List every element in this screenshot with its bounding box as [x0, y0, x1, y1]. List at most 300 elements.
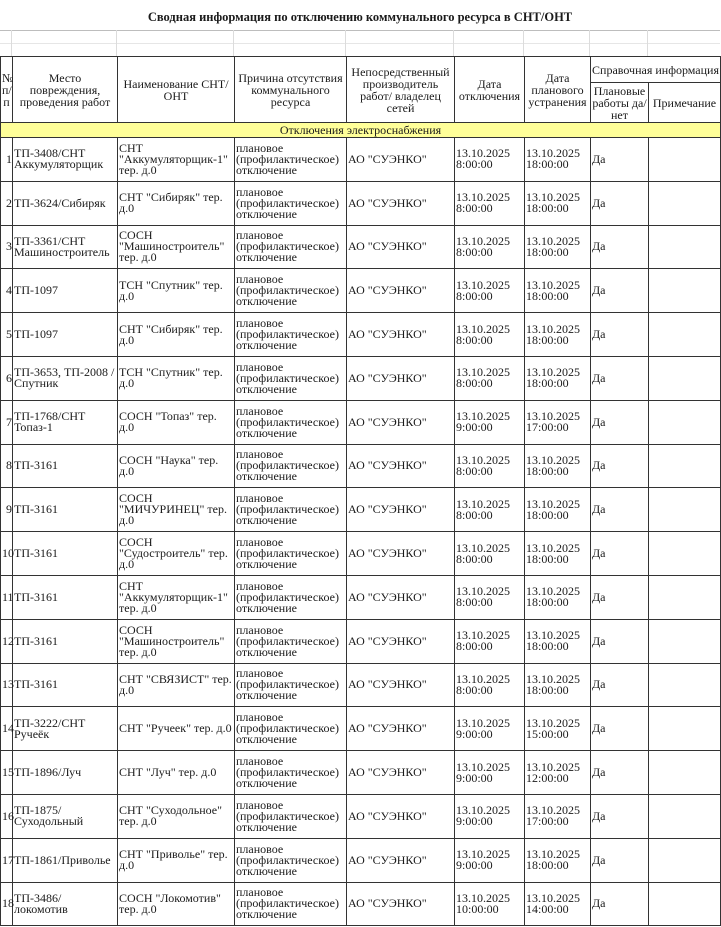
- row-num: [1, 181, 13, 225]
- row-planned: [591, 356, 649, 400]
- row-planned-text: Да: [592, 239, 606, 254]
- row-producer-text: АО "СУЭНКО": [348, 765, 427, 780]
- row-restore-date-date: 13.10.2025: [526, 671, 580, 686]
- row-snt-text: СНТ "Луч" тер. д.0: [119, 765, 217, 780]
- row-snt: [118, 751, 235, 795]
- row-planned: [591, 488, 649, 532]
- row-restore-date-time: 18:00:00: [526, 507, 569, 522]
- table-row: [1, 400, 721, 444]
- empty-spacer-rows: [0, 30, 720, 56]
- row-restore-date-time: 18:00:00: [526, 639, 569, 654]
- row-reason: [235, 269, 347, 313]
- row-place: [13, 532, 118, 576]
- row-note: [649, 444, 721, 488]
- row-snt: [118, 619, 235, 663]
- row-off-date-date: 13.10.2025: [456, 365, 510, 380]
- row-off-date-time: 8:00:00: [456, 376, 493, 391]
- row-producer-text: АО "СУЭНКО": [348, 896, 427, 911]
- row-producer-text: АО "СУЭНКО": [348, 283, 427, 298]
- row-planned-text: Да: [592, 370, 606, 385]
- row-producer-text: АО "СУЭНКО": [348, 370, 427, 385]
- row-restore-date: [525, 663, 591, 707]
- row-snt: [118, 444, 235, 488]
- row-snt: [118, 707, 235, 751]
- row-planned: [591, 181, 649, 225]
- row-reason-text: плановое (профилактическое) отключение: [236, 885, 339, 922]
- row-note: [649, 619, 721, 663]
- table-row: [1, 751, 721, 795]
- row-place-text: ТП-3161: [14, 546, 58, 561]
- row-num-text: 8: [6, 458, 12, 473]
- row-off-date-time: 9:00:00: [456, 858, 493, 873]
- table-row: [1, 356, 721, 400]
- row-off-date-time: 8:00:00: [456, 463, 493, 478]
- row-restore-date: [525, 269, 591, 313]
- row-reason: [235, 138, 347, 182]
- row-snt: [118, 532, 235, 576]
- row-restore-date-time: 18:00:00: [526, 288, 569, 303]
- row-num-text: 6: [6, 370, 12, 385]
- row-reason: [235, 400, 347, 444]
- header-place: Место повреждения, проведения работ: [13, 57, 118, 123]
- row-place-text: ТП-1896/Луч: [14, 765, 82, 780]
- row-note: [649, 225, 721, 269]
- row-num: [1, 356, 13, 400]
- row-restore-date-time: 18:00:00: [526, 157, 569, 172]
- row-place: [13, 488, 118, 532]
- row-producer: [347, 181, 455, 225]
- row-producer-text: АО "СУЭНКО": [348, 589, 427, 604]
- row-snt-text: СОСН "МИЧУРИНЕЦ" тер. д.0: [119, 491, 227, 528]
- table-row: [1, 663, 721, 707]
- row-restore-date-date: 13.10.2025: [526, 715, 580, 730]
- row-place: [13, 400, 118, 444]
- row-off-date-time: 8:00:00: [456, 595, 493, 610]
- row-planned: [591, 619, 649, 663]
- row-num: [1, 488, 13, 532]
- row-planned: [591, 575, 649, 619]
- table-row: [1, 269, 721, 313]
- row-planned: [591, 400, 649, 444]
- row-num: [1, 575, 13, 619]
- row-reason: [235, 356, 347, 400]
- row-note: [649, 575, 721, 619]
- table-row: [1, 838, 721, 882]
- row-producer-text: АО "СУЭНКО": [348, 458, 427, 473]
- row-num: [1, 532, 13, 576]
- row-reason-text: плановое (профилактическое) отключение: [236, 535, 339, 572]
- row-producer: [347, 619, 455, 663]
- row-place: [13, 575, 118, 619]
- row-off-date-time: 9:00:00: [456, 420, 493, 435]
- row-num: [1, 138, 13, 182]
- row-off-date: [455, 269, 525, 313]
- row-planned-text: Да: [592, 677, 606, 692]
- row-planned: [591, 882, 649, 926]
- row-off-date: [455, 444, 525, 488]
- row-restore-date-time: 18:00:00: [526, 201, 569, 216]
- row-reason: [235, 794, 347, 838]
- row-producer-text: АО "СУЭНКО": [348, 677, 427, 692]
- row-producer: [347, 444, 455, 488]
- row-producer: [347, 356, 455, 400]
- row-num-text: 7: [6, 414, 12, 429]
- row-snt-text: СНТ "Аккумуляторщик-1" тер. д.0: [119, 578, 228, 615]
- row-off-date: [455, 619, 525, 663]
- row-reason: [235, 313, 347, 357]
- row-snt: [118, 794, 235, 838]
- row-producer: [347, 882, 455, 926]
- row-off-date: [455, 532, 525, 576]
- row-reason-text: плановое (профилактическое) отключение: [236, 403, 339, 440]
- row-off-date-date: 13.10.2025: [456, 540, 510, 555]
- table-row: [1, 707, 721, 751]
- row-off-date: [455, 225, 525, 269]
- row-planned-text: Да: [592, 633, 606, 648]
- row-planned-text: Да: [592, 896, 606, 911]
- row-place: [13, 838, 118, 882]
- row-reason: [235, 707, 347, 751]
- row-producer-text: АО "СУЭНКО": [348, 852, 427, 867]
- row-snt: [118, 400, 235, 444]
- row-snt: [118, 356, 235, 400]
- row-planned: [591, 663, 649, 707]
- row-snt: [118, 663, 235, 707]
- row-restore-date-date: 13.10.2025: [526, 496, 580, 511]
- row-reason: [235, 575, 347, 619]
- row-restore-date: [525, 532, 591, 576]
- row-off-date-date: 13.10.2025: [456, 452, 510, 467]
- row-reason-text: плановое (профилактическое) отключение: [236, 622, 339, 659]
- row-planned-text: Да: [592, 765, 606, 780]
- row-off-date-date: 13.10.2025: [456, 715, 510, 730]
- row-restore-date-time: 18:00:00: [526, 463, 569, 478]
- row-off-date-time: 8:00:00: [456, 551, 493, 566]
- row-off-date-time: 9:00:00: [456, 726, 493, 741]
- row-restore-date-date: 13.10.2025: [526, 803, 580, 818]
- row-restore-date-date: 13.10.2025: [526, 847, 580, 862]
- row-note: [649, 882, 721, 926]
- row-place-text: ТП-3161: [14, 458, 58, 473]
- row-place: [13, 181, 118, 225]
- row-reason-text: плановое (профилактическое) отключение: [236, 359, 339, 396]
- row-reason: [235, 751, 347, 795]
- section-row: [1, 123, 721, 138]
- row-place-text: ТП-3222/СНТ Ручеёк: [14, 715, 86, 741]
- row-note: [649, 400, 721, 444]
- row-off-date-date: 13.10.2025: [456, 759, 510, 774]
- row-place-text: ТП-3653, ТП-2008 / Спутник: [14, 365, 115, 391]
- row-reason-text: плановое (профилактическое) отключение: [236, 666, 339, 703]
- row-snt: [118, 838, 235, 882]
- row-producer: [347, 313, 455, 357]
- row-planned: [591, 532, 649, 576]
- row-producer: [347, 794, 455, 838]
- row-restore-date: [525, 794, 591, 838]
- row-reason-text: плановое (профилактическое) отключение: [236, 491, 339, 528]
- row-reason-text: плановое (профилактическое) отключение: [236, 140, 339, 177]
- row-reason: [235, 225, 347, 269]
- row-snt-text: ТСН "Спутник" тер. д.0: [119, 365, 223, 391]
- row-off-date-date: 13.10.2025: [456, 496, 510, 511]
- row-note: [649, 356, 721, 400]
- header-note: Примечание: [649, 83, 721, 123]
- row-restore-date: [525, 356, 591, 400]
- row-restore-date: [525, 707, 591, 751]
- row-place-text: ТП-1861/Приволье: [14, 852, 111, 867]
- row-reason-text: плановое (профилактическое) отключение: [236, 447, 339, 484]
- table-row: [1, 488, 721, 532]
- header-producer: Непосредственный производитель работ/ владелец сетей: [347, 57, 455, 123]
- row-place-text: ТП-3624/Сибиряк: [14, 195, 106, 210]
- row-place-text: ТП-3161: [14, 633, 58, 648]
- row-off-date: [455, 313, 525, 357]
- table-row: [1, 882, 721, 926]
- row-note: [649, 751, 721, 795]
- row-restore-date: [525, 751, 591, 795]
- row-producer-text: АО "СУЭНКО": [348, 414, 427, 429]
- row-place: [13, 269, 118, 313]
- row-off-date-time: 8:00:00: [456, 157, 493, 172]
- row-restore-date-date: 13.10.2025: [526, 540, 580, 555]
- row-restore-date-date: 13.10.2025: [526, 146, 580, 161]
- row-planned-text: Да: [592, 151, 606, 166]
- row-off-date: [455, 356, 525, 400]
- row-producer: [347, 838, 455, 882]
- row-planned: [591, 138, 649, 182]
- row-off-date-time: 8:00:00: [456, 288, 493, 303]
- row-restore-date: [525, 181, 591, 225]
- header-planned: Плановые работы да/нет: [592, 83, 647, 122]
- row-planned: [591, 444, 649, 488]
- row-restore-date-time: 17:00:00: [526, 814, 569, 829]
- row-planned-text: Да: [592, 195, 606, 210]
- row-note: [649, 181, 721, 225]
- row-place: [13, 225, 118, 269]
- row-restore-date: [525, 225, 591, 269]
- row-off-date-date: 13.10.2025: [456, 409, 510, 424]
- row-snt: [118, 138, 235, 182]
- row-producer: [347, 225, 455, 269]
- row-producer-text: АО "СУЭНКО": [348, 721, 427, 736]
- row-place-text: ТП-3161: [14, 677, 58, 692]
- row-num: [1, 794, 13, 838]
- row-reason-text: плановое (профилактическое) отключение: [236, 184, 339, 221]
- row-off-date: [455, 488, 525, 532]
- row-snt-text: СОСН "Машиностроитель" тер. д.0: [119, 228, 225, 265]
- row-planned-text: Да: [592, 283, 606, 298]
- row-off-date-date: 13.10.2025: [456, 847, 510, 862]
- row-snt: [118, 488, 235, 532]
- row-off-date-date: 13.10.2025: [456, 890, 510, 905]
- row-producer-text: АО "СУЭНКО": [348, 546, 427, 561]
- row-off-date: [455, 181, 525, 225]
- row-off-date: [455, 882, 525, 926]
- row-num: [1, 225, 13, 269]
- row-restore-date-date: 13.10.2025: [526, 277, 580, 292]
- row-off-date-date: 13.10.2025: [456, 277, 510, 292]
- row-num-text: 15: [2, 765, 14, 780]
- header-reference: Справочная информация: [591, 57, 721, 83]
- row-off-date: [455, 400, 525, 444]
- row-snt: [118, 575, 235, 619]
- row-place: [13, 751, 118, 795]
- row-producer-text: АО "СУЭНКО": [348, 327, 427, 342]
- header-off-date: Дата отключения: [455, 57, 525, 123]
- row-producer: [347, 400, 455, 444]
- row-place: [13, 444, 118, 488]
- row-producer: [347, 138, 455, 182]
- row-reason: [235, 444, 347, 488]
- row-num-text: 10: [2, 546, 14, 561]
- row-restore-date-date: 13.10.2025: [526, 452, 580, 467]
- row-planned-text: Да: [592, 546, 606, 561]
- row-snt-text: СНТ "Суходольное" тер. д.0: [119, 803, 223, 829]
- header-num: № п/п: [1, 57, 13, 123]
- row-off-date: [455, 751, 525, 795]
- row-reason: [235, 181, 347, 225]
- row-restore-date-time: 18:00:00: [526, 595, 569, 610]
- table-row: [1, 575, 721, 619]
- row-place-text: ТП-1768/СНТ Топаз-1: [14, 409, 86, 435]
- row-off-date: [455, 575, 525, 619]
- table-row: [1, 181, 721, 225]
- row-off-date-time: 10:00:00: [456, 901, 499, 916]
- row-num-text: 13: [2, 677, 14, 692]
- row-place-text: ТП-1875/ Суходольный: [14, 803, 84, 829]
- row-off-date-time: 8:00:00: [456, 682, 493, 697]
- row-place: [13, 707, 118, 751]
- row-restore-date-time: 18:00:00: [526, 244, 569, 259]
- row-reason: [235, 532, 347, 576]
- table-row: [1, 138, 721, 182]
- row-snt-text: СОСН "Наука" тер. д.0: [119, 452, 219, 478]
- header-snt: Наименование СНТ/ ОНТ: [118, 57, 235, 123]
- row-off-date: [455, 794, 525, 838]
- row-place-text: ТП-3361/СНТ Машиностроитель: [14, 233, 110, 259]
- row-snt-text: СНТ "Аккумуляторщик-1" тер. д.0: [119, 140, 228, 177]
- row-producer-text: АО "СУЭНКО": [348, 151, 427, 166]
- row-snt: [118, 269, 235, 313]
- row-planned-text: Да: [592, 458, 606, 473]
- row-producer-text: АО "СУЭНКО": [348, 808, 427, 823]
- row-snt-text: ТСН "Спутник" тер. д.0: [119, 277, 223, 303]
- row-planned-text: Да: [592, 502, 606, 517]
- row-planned: [591, 313, 649, 357]
- row-num-text: 1: [6, 151, 12, 166]
- row-restore-date-time: 12:00:00: [526, 770, 569, 785]
- row-planned: [591, 751, 649, 795]
- row-restore-date-date: 13.10.2025: [526, 233, 580, 248]
- row-place-text: ТП-3408/СНТ Аккумуляторщик: [14, 146, 104, 172]
- row-restore-date: [525, 138, 591, 182]
- header-row-top: [1, 57, 721, 83]
- row-snt-text: СНТ "Приволье" тер. д.0: [119, 847, 228, 873]
- row-num-text: 9: [6, 502, 12, 517]
- row-restore-date-date: 13.10.2025: [526, 759, 580, 774]
- row-num: [1, 269, 13, 313]
- row-note: [649, 532, 721, 576]
- row-restore-date-time: 18:00:00: [526, 682, 569, 697]
- row-place-text: ТП-3161: [14, 502, 58, 517]
- row-producer: [347, 751, 455, 795]
- row-snt-text: СНТ "Сибиряк" тер. д.0: [119, 190, 223, 216]
- row-restore-date: [525, 882, 591, 926]
- row-snt: [118, 181, 235, 225]
- table-row: [1, 794, 721, 838]
- row-reason-text: плановое (профилактическое) отключение: [236, 797, 339, 834]
- table-row: [1, 619, 721, 663]
- row-restore-date-date: 13.10.2025: [526, 628, 580, 643]
- row-off-date: [455, 663, 525, 707]
- row-off-date: [455, 838, 525, 882]
- document-title: Сводная информация по отключению коммунального ресурса в СНТ/ОНТ: [0, 0, 720, 31]
- row-planned: [591, 794, 649, 838]
- row-planned-text: Да: [592, 852, 606, 867]
- row-snt-text: СОСН "Топаз" тер. д.0: [119, 409, 217, 435]
- row-num-text: 14: [2, 721, 14, 736]
- row-note: [649, 663, 721, 707]
- row-num-text: 18: [2, 896, 14, 911]
- row-planned-text: Да: [592, 721, 606, 736]
- row-reason: [235, 619, 347, 663]
- row-snt-text: СНТ "СВЯЗИСТ" тер. д.0: [119, 671, 232, 697]
- row-reason: [235, 882, 347, 926]
- row-restore-date-date: 13.10.2025: [526, 890, 580, 905]
- row-place: [13, 882, 118, 926]
- row-off-date-date: 13.10.2025: [456, 190, 510, 205]
- row-off-date-date: 13.10.2025: [456, 584, 510, 599]
- row-num-text: 17: [2, 852, 14, 867]
- row-off-date-date: 13.10.2025: [456, 671, 510, 686]
- row-snt: [118, 225, 235, 269]
- row-num: [1, 619, 13, 663]
- row-reason-text: плановое (профилактическое) отключение: [236, 578, 339, 615]
- row-reason-text: плановое (профилактическое) отключение: [236, 272, 339, 309]
- row-off-date-time: 9:00:00: [456, 814, 493, 829]
- row-restore-date-time: 18:00:00: [526, 551, 569, 566]
- row-producer: [347, 707, 455, 751]
- row-num-text: 5: [6, 327, 12, 342]
- row-producer: [347, 488, 455, 532]
- table-row: [1, 532, 721, 576]
- row-num: [1, 444, 13, 488]
- row-producer: [347, 269, 455, 313]
- row-reason-text: плановое (профилактическое) отключение: [236, 841, 339, 878]
- row-restore-date-time: 17:00:00: [526, 420, 569, 435]
- row-num-text: 3: [6, 239, 12, 254]
- row-restore-date-date: 13.10.2025: [526, 190, 580, 205]
- row-restore-date-time: 18:00:00: [526, 332, 569, 347]
- row-restore-date-date: 13.10.2025: [526, 409, 580, 424]
- row-reason: [235, 663, 347, 707]
- row-producer-text: АО "СУЭНКО": [348, 502, 427, 517]
- row-snt: [118, 313, 235, 357]
- row-off-date-date: 13.10.2025: [456, 321, 510, 336]
- row-note: [649, 313, 721, 357]
- row-place-text: ТП-3486/ локомотив: [14, 890, 68, 916]
- row-producer: [347, 532, 455, 576]
- table-row: [1, 313, 721, 357]
- outage-table: [0, 56, 721, 926]
- row-place-text: ТП-1097: [14, 327, 58, 342]
- row-restore-date-time: 18:00:00: [526, 376, 569, 391]
- row-restore-date-date: 13.10.2025: [526, 365, 580, 380]
- row-num-text: 4: [6, 283, 12, 298]
- row-num: [1, 838, 13, 882]
- row-note: [649, 488, 721, 532]
- row-snt-text: СОСН "Судостроитель" тер. д.0: [119, 535, 228, 572]
